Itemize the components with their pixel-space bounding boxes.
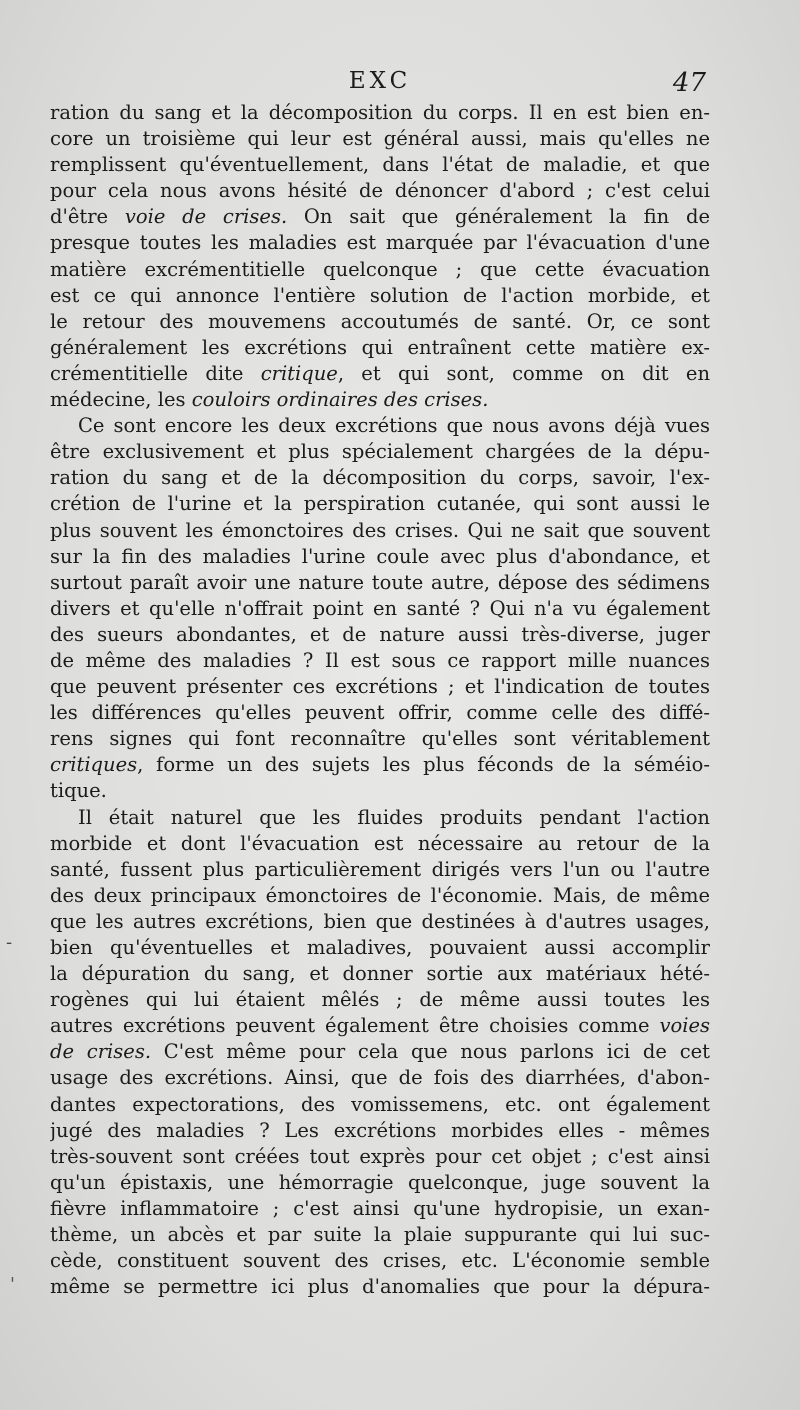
text-line: sur la fin des maladies l'urine coule avec plus d'abondance, et (50, 544, 710, 568)
text-line: autres excrétions peuvent également être choisies comme voies (50, 1014, 710, 1038)
text-line: core un troisième qui leur est général aussi, mais qu'elles ne (50, 127, 710, 151)
text-line: de même des maladies ? Il est sous ce rapport mille nuances (50, 648, 710, 672)
text-line: est ce qui annonce l'entière solution de l'action morbide, et (50, 283, 710, 307)
text-line: usage des excrétions. Ainsi, que de fois des diarrhées, d'abon- (50, 1066, 710, 1090)
text-line: les différences qu'elles peuvent offrir, comme celle des diffé- (50, 701, 710, 725)
text-line: thème, un abcès et par suite la plaie suppurante qui lui suc- (50, 1223, 710, 1247)
page-number: 47 (672, 68, 706, 98)
text-line: des sueurs abondantes, et de nature aussi très-diverse, juger (50, 622, 710, 646)
text-line: d'être voie de crises. On sait que généralement la fin de (50, 205, 710, 229)
text-line: Ce sont encore les deux excrétions que nous avons déjà vues (78, 414, 710, 438)
text-line: critiques, forme un des sujets les plus féconds de la séméio- (50, 753, 710, 777)
text-line: morbide et dont l'évacuation est nécessaire au retour de la (50, 831, 710, 855)
text-line: Il était naturel que les fluides produits pendant l'action (78, 805, 710, 829)
text-line: matière excrémentitielle quelconque ; que cette évacuation (50, 257, 710, 281)
text-line: que les autres excrétions, bien que destinées à d'autres usages, (50, 909, 710, 933)
text-line: remplissent qu'éventuellement, dans l'état de maladie, et que (50, 153, 710, 177)
text-line: ration du sang et de la décomposition du corps, savoir, l'ex- (50, 466, 710, 490)
text-line: être exclusivement et plus spécialement chargées de la dépu- (50, 440, 710, 464)
text-line: divers et qu'elle n'offrait point en santé ? Qui n'a vu également (50, 596, 710, 620)
text-line: tique. (50, 779, 107, 803)
text-line: très-souvent sont créées tout exprès pour cet objet ; c'est ainsi (50, 1144, 710, 1168)
text-line: rens signes qui font reconnaître qu'elles sont véritablement (50, 727, 710, 751)
text-line: fièvre inflammatoire ; c'est ainsi qu'une hydropisie, un exan- (50, 1196, 710, 1220)
text-line: santé, fussent plus particulièrement dirigés vers l'un ou l'autre (50, 857, 710, 881)
text-line: la dépuration du sang, et donner sortie aux matériaux hété- (50, 962, 710, 986)
text-line: crétion de l'urine et la perspiration cutanée, qui sont aussi le (50, 492, 710, 516)
text-line: crémentitielle dite critique, et qui sont, comme on dit en (50, 361, 710, 385)
text-line: cède, constituent souvent des crises, etc. L'économie semble (50, 1249, 710, 1273)
body-text (50, 100, 710, 1300)
text-line: plus souvent les émonctoires des crises. Qui ne sait que souvent (50, 518, 710, 542)
text-line: de crises. C'est même pour cela que nous parlons ici de cet (50, 1040, 710, 1064)
margin-mark: - (6, 932, 13, 953)
margin-mark: ' (10, 1274, 15, 1295)
running-head: EXC (348, 68, 412, 94)
text-line: jugé des maladies ? Les excrétions morbides elles - mêmes (50, 1118, 710, 1142)
text-line: qu'un épistaxis, une hémorragie quelconque, juge souvent la (50, 1170, 710, 1194)
text-line: dantes expectorations, des vomissemens, etc. ont également (50, 1092, 710, 1116)
text-line: des deux principaux émonctoires de l'économie. Mais, de même (50, 883, 710, 907)
page-header (50, 68, 710, 104)
text-line: rogènes qui lui étaient mêlés ; de même aussi toutes les (50, 988, 710, 1012)
text-line: médecine, les couloirs ordinaires des crises. (50, 388, 489, 412)
text-line: le retour des mouvemens accoutumés de santé. Or, ce sont (50, 309, 710, 333)
text-line: pour cela nous avons hésité de dénoncer d'abord ; c'est celui (50, 179, 710, 203)
text-line: ration du sang et la décomposition du corps. Il en est bien en- (50, 101, 710, 124)
text-line: même se permettre ici plus d'anomalies que pour la dépura- (50, 1275, 710, 1299)
text-line: presque toutes les maladies est marquée par l'évacuation d'une (50, 231, 710, 255)
text-line: généralement les excrétions qui entraînent cette matière ex- (50, 335, 710, 359)
text-line: surtout paraît avoir une nature toute autre, dépose des sédimens (50, 570, 710, 594)
text-line: bien qu'éventuelles et maladives, pouvaient aussi accomplir (50, 936, 710, 959)
text-line: que peuvent présenter ces excrétions ; et l'indication de toutes (50, 675, 710, 699)
